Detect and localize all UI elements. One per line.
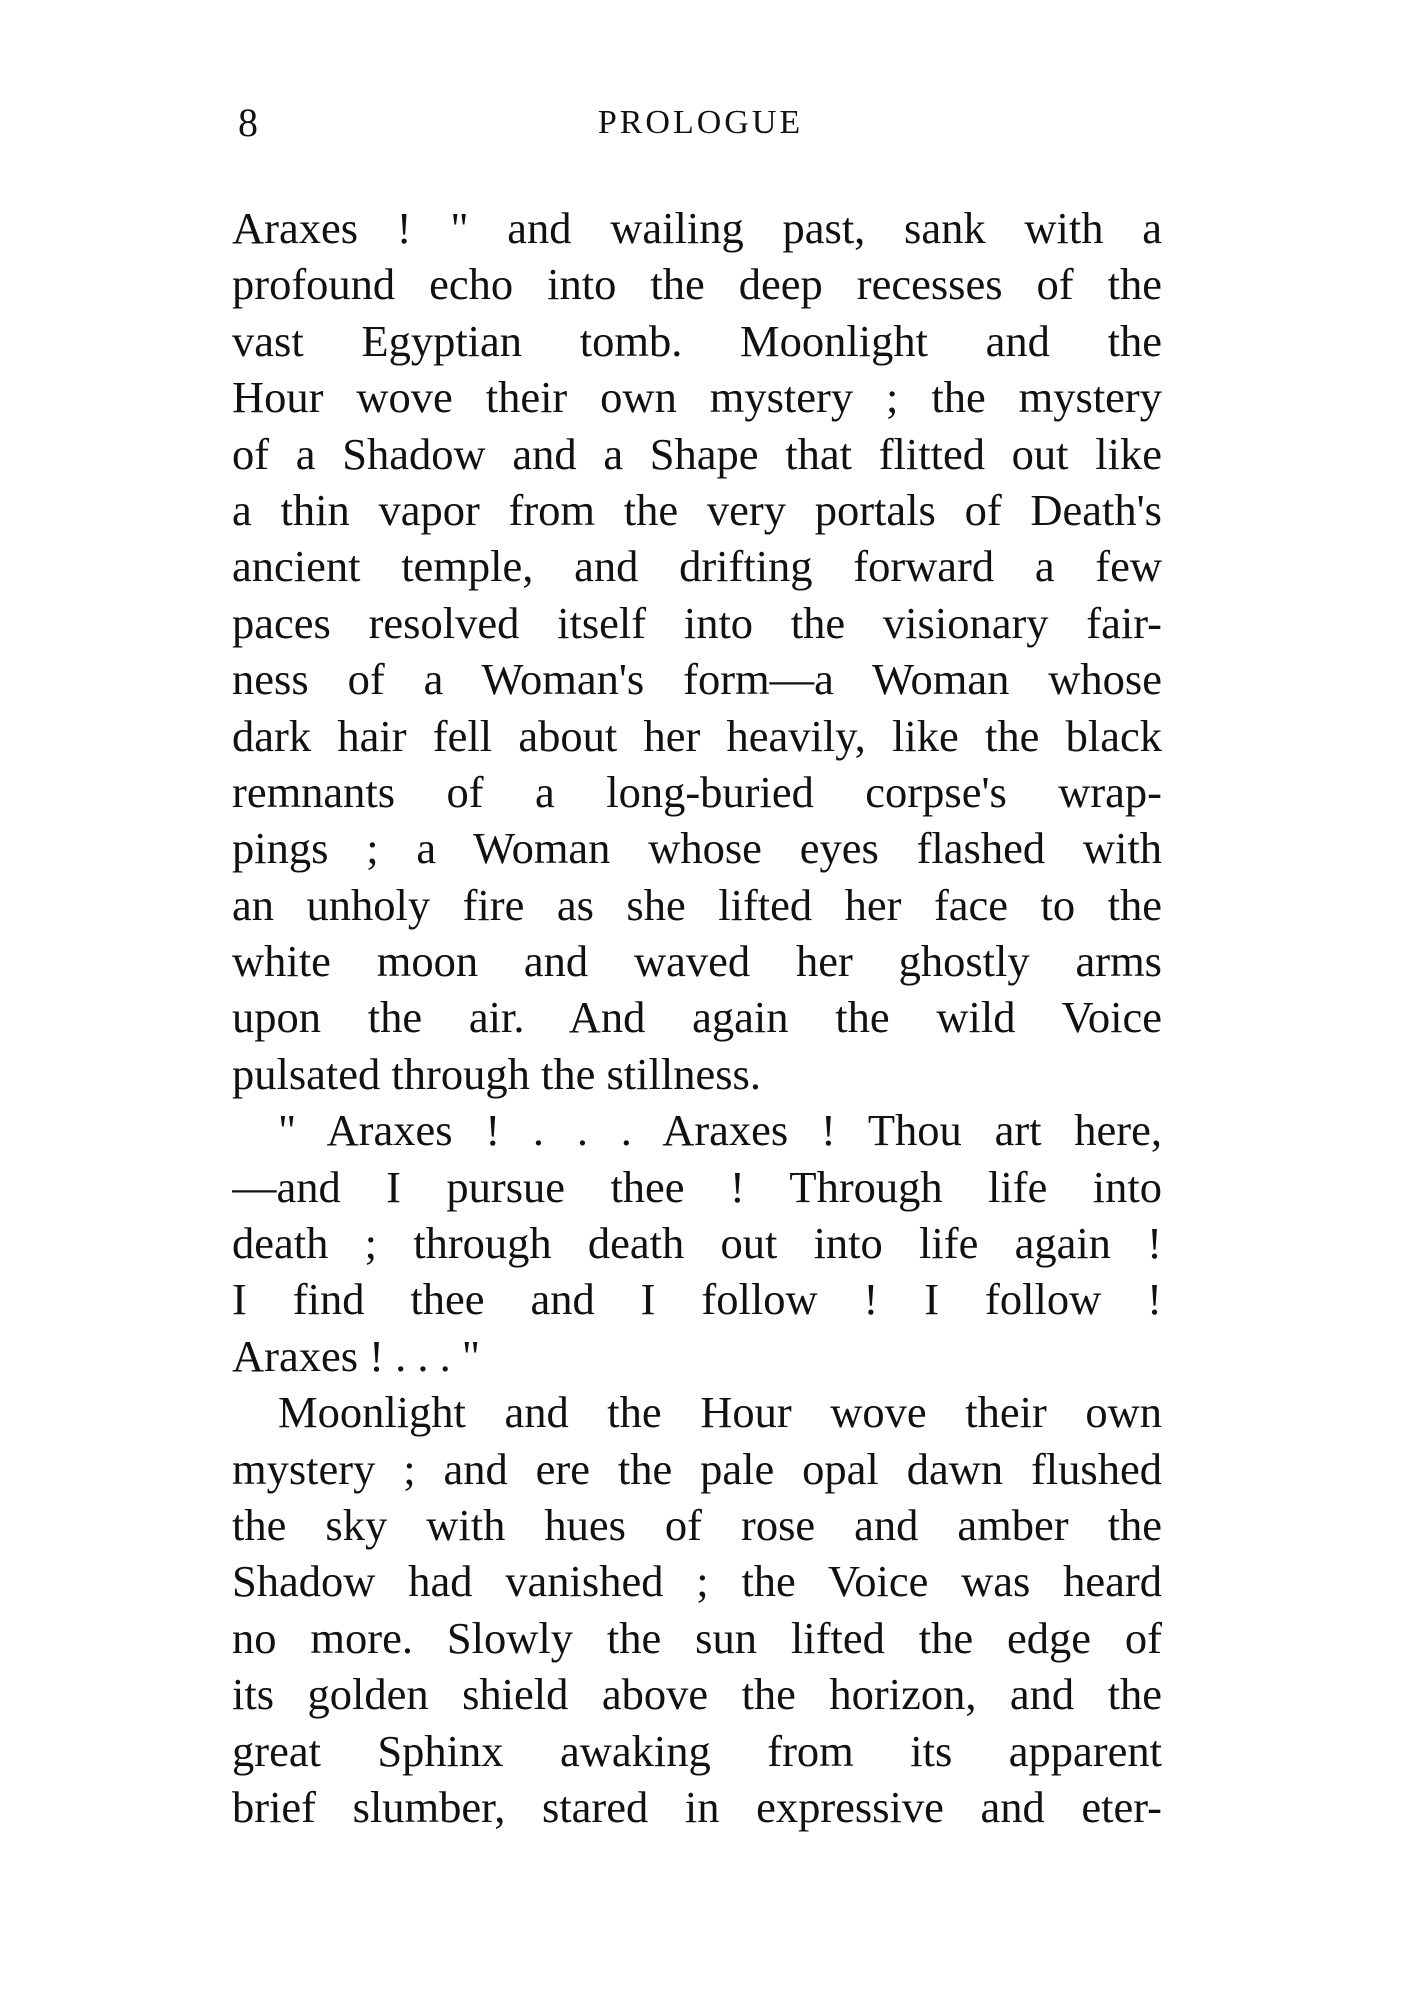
text-line: great Sphinx awaking from its apparent xyxy=(232,1725,1162,1776)
text-line: death ; through death out into life again ! xyxy=(232,1218,1162,1269)
body-text xyxy=(232,200,1162,1835)
text-line: pings ; a Woman whose eyes flashed with xyxy=(232,823,1162,874)
running-head xyxy=(238,98,1163,148)
text-line: of a Shadow and a Shape that flitted out like xyxy=(232,428,1162,479)
text-line: no more. Slowly the sun lifted the edge of xyxy=(232,1612,1162,1663)
page-number: 8 xyxy=(238,100,258,145)
text-line: ness of a Woman's form—a Woman whose xyxy=(232,654,1162,705)
text-line: the sky with hues of rose and amber the xyxy=(232,1499,1162,1550)
text-line: I find thee and I follow ! I follow ! xyxy=(232,1274,1162,1325)
text-line: brief slumber, stared in expressive and eter- xyxy=(232,1781,1162,1832)
text-line: Hour wove their own mystery ; the mystery xyxy=(232,372,1162,423)
text-line: an unholy fire as she lifted her face to the xyxy=(232,879,1162,930)
text-line: profound echo into the deep recesses of the xyxy=(232,259,1162,310)
text-line: dark hair fell about her heavily, like the black xyxy=(232,710,1162,761)
text-line: white moon and waved her ghostly arms xyxy=(232,936,1162,987)
text-line: Araxes ! " and wailing past, sank with a xyxy=(232,203,1162,253)
text-line: upon the air. And again the wild Voice xyxy=(232,992,1162,1043)
text-line: remnants of a long-buried corpse's wrap- xyxy=(232,766,1162,817)
text-line: a thin vapor from the very portals of Death's xyxy=(232,484,1162,535)
text-line: ancient temple, and drifting forward a few xyxy=(232,541,1162,592)
text-line: —and I pursue thee ! Through life into xyxy=(232,1161,1162,1212)
text-line: its golden shield above the horizon, and the xyxy=(232,1669,1162,1720)
text-line: Shadow had vanished ; the Voice was heard xyxy=(232,1556,1162,1607)
text-line: Moonlight and the Hour wove their own xyxy=(278,1387,1162,1438)
text-line: paces resolved itself into the visionary fair- xyxy=(232,597,1162,648)
text-line: mystery ; and ere the pale opal dawn flushed xyxy=(232,1443,1162,1494)
text-line: " Araxes ! . . . Araxes ! Thou art here, xyxy=(278,1105,1162,1156)
running-title: PROLOGUE xyxy=(597,104,804,141)
text-line: pulsated through the stillness. xyxy=(232,1048,762,1099)
text-line: Araxes ! . . . " xyxy=(232,1330,481,1381)
text-line: vast Egyptian tomb. Moonlight and the xyxy=(232,315,1162,366)
